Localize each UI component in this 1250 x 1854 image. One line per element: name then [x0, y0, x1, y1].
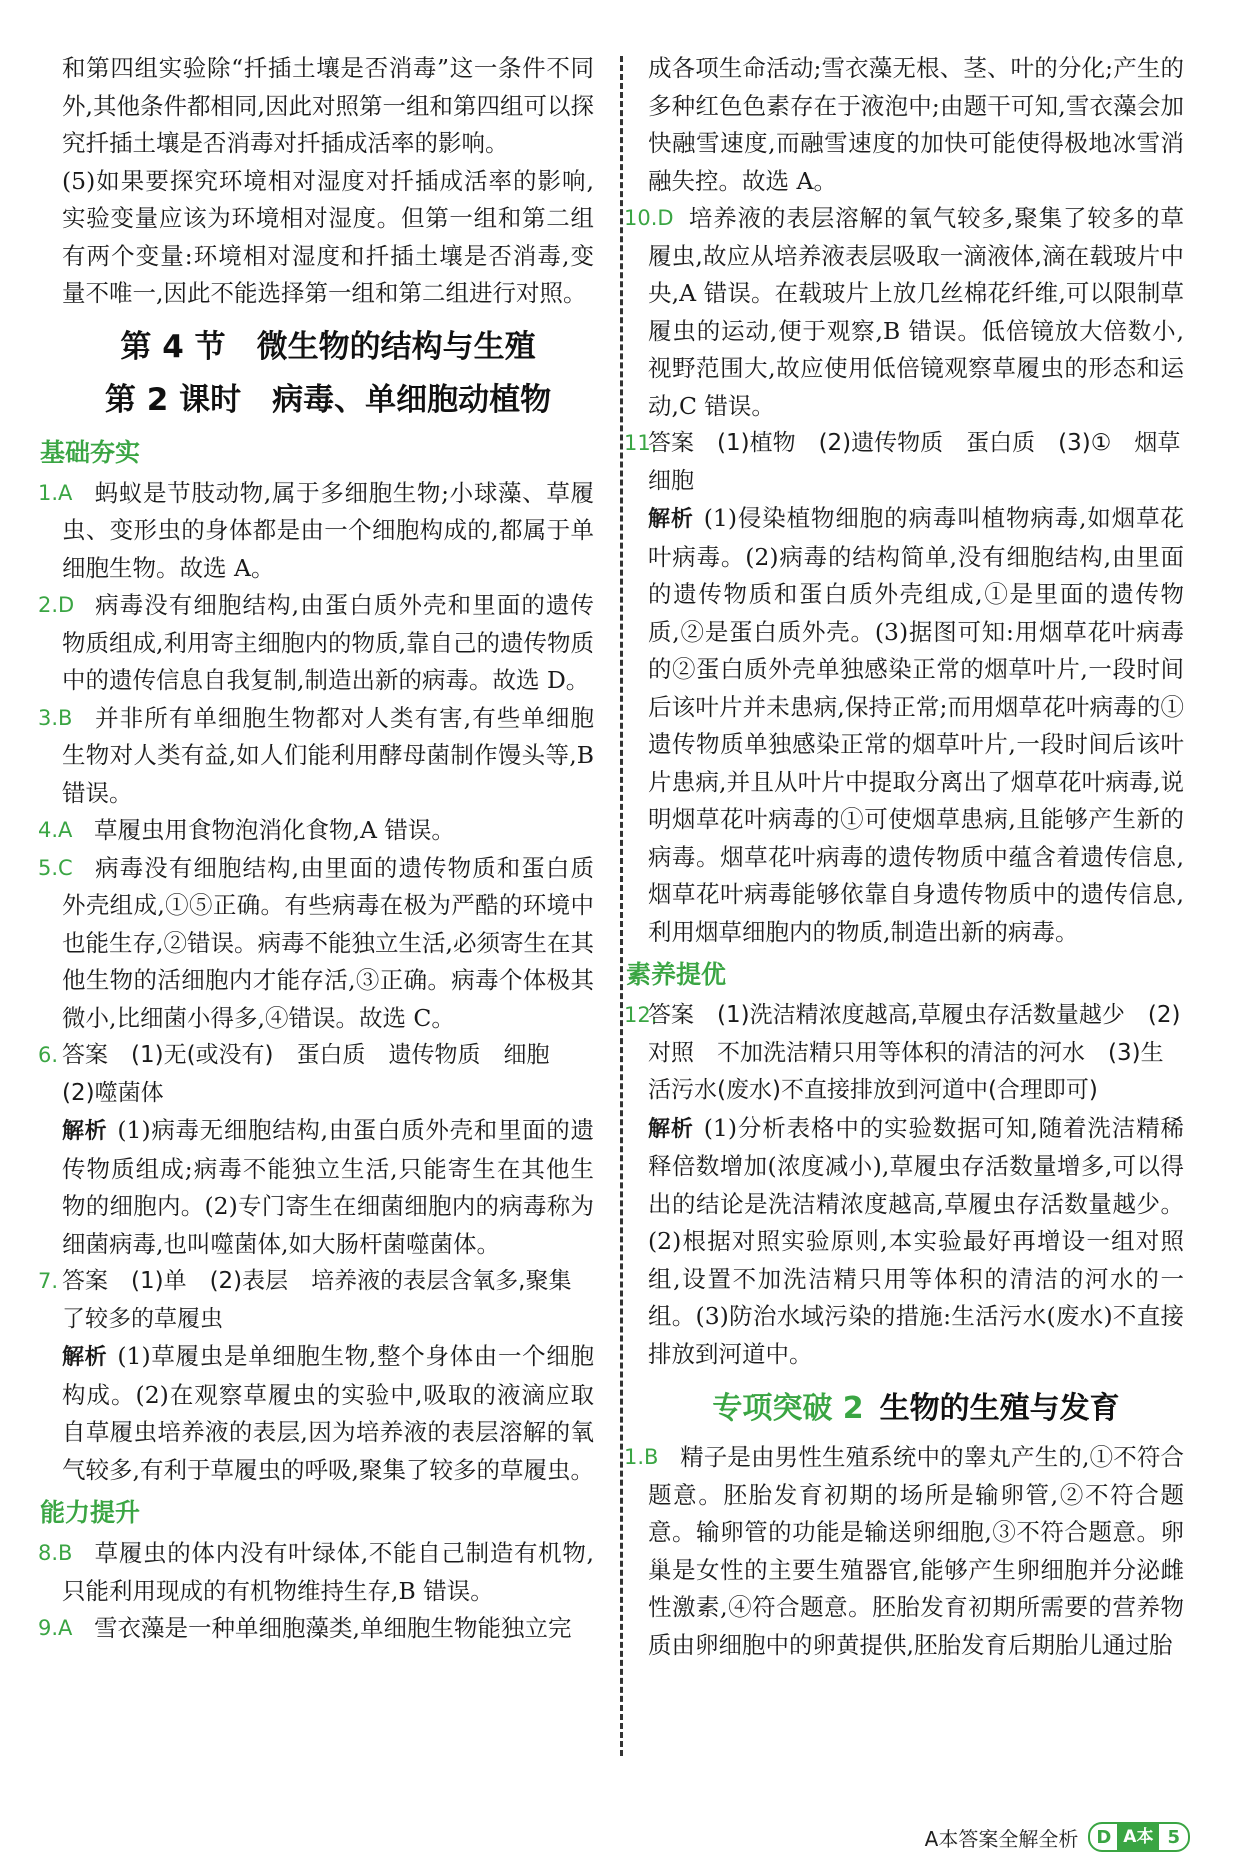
quality-heading: 素养提优 — [626, 960, 727, 989]
question-number: 6. — [38, 1043, 59, 1067]
column-divider — [620, 56, 623, 1756]
page-badge — [1088, 1822, 1190, 1852]
question-number: 3.B — [38, 705, 73, 730]
question-6 — [38, 1037, 594, 1263]
explanation: 解析 (1)草履虫是单细胞生物,整个身体由一个细胞构成。(2)在观察草履虫的实验中,吸取的液滴应取自草履虫培养液的表层,因为培养液的表层溶解的氧气较多,有利于草履虫的呼吸,聚集了较多的草履虫。 — [62, 1342, 594, 1484]
left-column — [38, 50, 594, 1648]
continued-paragraph: 和第四组实验除“扦插土壤是否消毒”这一条件不同外,其他条件都相同,因此对照第一组和第四组可以探究扦插土壤是否消毒对扦插成活率的影响。 — [62, 54, 594, 157]
continued-paragraph-5: (5)如果要探究环境相对湿度对扦插成活率的影响,实验变量应该为环境相对湿度。但第一组和第二组有两个变量:环境相对湿度和扦插土壤是否消毒,变量不唯一,因此不能选择第一组和第二组进行对照。 — [62, 166, 594, 307]
question-number: 7. — [38, 1269, 59, 1293]
question-9 — [38, 1610, 594, 1648]
question-3 — [38, 700, 594, 813]
right-column — [624, 50, 1184, 1664]
answer-text: 蚂蚁是节肢动物,属于多细胞生物;小球藻、草履虫、变形虫的身体都是由一个细胞构成的,都属于单细胞生物。故选 A。 — [62, 478, 594, 582]
question-number: 1.A — [38, 480, 73, 505]
question-1 — [38, 475, 594, 588]
question-11 — [624, 425, 1184, 951]
explanation: 解析 (1)病毒无细胞结构,由蛋白质外壳和里面的遗传物质组成;病毒不能独立生活,只能寄生在其他生物的细胞内。(2)专门寄生在细菌细胞内的病毒称为细菌病毒,也叫噬菌体,如大肠杆菌噬菌体。 — [62, 1116, 594, 1258]
footer-text: A本答案全解全析 — [924, 1826, 1079, 1851]
question-number: 8.B — [38, 1541, 73, 1565]
question-number: 12. — [624, 1003, 658, 1027]
answer-text: 雪衣藻是一种单细胞藻类,单细胞生物能独立完 — [94, 1614, 572, 1642]
badge-a: A本 — [1117, 1824, 1159, 1850]
answer-text: 病毒没有细胞结构,由蛋白质外壳和里面的遗传物质组成,利用寄主细胞内的物质,靠自己的遗传物质中的遗传信息自我复制,制造出新的病毒。故选 D。 — [62, 591, 594, 694]
question-number: 10.D — [624, 206, 674, 230]
question-5 — [38, 850, 594, 1038]
question-number: 9.A — [38, 1616, 73, 1640]
page-number: 5 — [1167, 1826, 1180, 1848]
question-number: 5.C — [38, 855, 73, 880]
answer-text: 草履虫用食物泡消化食物,A 错误。 — [94, 816, 455, 844]
question-12 — [624, 997, 1184, 1373]
lesson-title: 第 2 课时 病毒、单细胞动植物 — [104, 381, 552, 418]
answer-text: 草履虫的体内没有叶绿体,不能自己制造有机物,只能利用现成的有机物维持生存,B 错误。 — [62, 1539, 594, 1605]
answer-key: 答案 (1)无(或没有) 蛋白质 遗传物质 细胞 (2)噬菌体 — [62, 1042, 573, 1106]
page-footer — [925, 1822, 1190, 1852]
special-topic-title: 生物的生殖与发育 — [879, 1391, 1120, 1426]
answer-text: 培养液的表层溶解的氧气较多,聚集了较多的草履虫,故应从培养液表层吸取一滴液体,滴在载玻片中央,A 错误。在载玻片上放几丝棉花纤维,可以限制草履虫的运动,便于观察,B 错误。低倍镜放大倍数小,视野范围大,故应使用低倍镜观察草履虫的形态和运动,C 错误。 — [648, 204, 1184, 420]
special-question-1 — [624, 1439, 1184, 1664]
special-topic-heading — [648, 1379, 1184, 1439]
special-topic-label: 专项突破 2 — [712, 1391, 864, 1426]
continued-answer-9: 成各项生命活动;雪衣藻无根、茎、叶的分化;产生的多种红色色素存在于液泡中;由题干可知,雪衣藻会加快融雪速度,而融雪速度的加快可能使得极地冰雪消融失控。故选 A。 — [648, 54, 1184, 195]
question-4 — [38, 812, 594, 850]
answer-key: 答案 (1)单 (2)表层 培养液的表层含氧多,聚集了较多的草履虫 — [62, 1268, 572, 1332]
basic-heading: 基础夯实 — [40, 437, 141, 467]
ability-heading: 能力提升 — [40, 1498, 141, 1527]
explanation: 解析 (1)侵染植物细胞的病毒叫植物病毒,如烟草花叶病毒。(2)病毒的结构简单,没有细胞结构,由里面的遗传物质和蛋白质外壳组成,①是里面的遗传物质,②是蛋白质外壳。(3)据图可知:用烟草花叶病毒的②蛋白质外壳单独感染正常的烟草叶片,一段时间后该叶片并未患病,保持正常;而用烟草花叶病毒的①遗传物质单独感染正常的烟草叶片,一段时间后该叶片患病,并且从叶片中提取分离出了烟草花叶病毒,说明烟草花叶病毒的①可使烟草患病,且能够产生新的病毒。烟草花叶病毒的遗传物质中蕴含着遗传信息,烟草花叶病毒能够依靠自身遗传物质中的遗传信息,利用烟草细胞内的物质,制造出新的病毒。 — [648, 504, 1184, 946]
section-title: 第 4 节 微生物的结构与生殖 — [120, 328, 536, 365]
answer-key: 答案 (1)洗洁精浓度越高,草履虫存活数量越少 (2)对照 不加洗洁精只用等体积的清洁的河水 (3)生活污水(废水)不直接排放到河道中(合理即可) — [648, 1002, 1181, 1103]
question-number: 4.A — [38, 818, 73, 842]
question-10 — [624, 200, 1184, 425]
question-7 — [38, 1263, 594, 1489]
question-number: 2.D — [38, 593, 75, 617]
answer-text: 并非所有单细胞生物都对人类有害,有些单细胞生物对人类有益,如人们能利用酵母菌制作馒头等,B 错误。 — [62, 703, 594, 807]
question-2 — [38, 587, 594, 700]
question-number: 1.B — [624, 1445, 659, 1469]
question-8 — [38, 1535, 594, 1610]
answer-text: 精子是由男性生殖系统中的睾丸产生的,①不符合题意。胚胎发育初期的场所是输卵管,②不符合题意。输卵管的功能是输送卵细胞,③不符合题意。卵巢是女性的主要生殖器官,能够产生卵细胞并分泌雌性激素,④符合题意。胚胎发育初期所需要的营养物质由卵细胞中的卵黄提供,胚胎发育后期胎儿通过胎 — [648, 1443, 1184, 1659]
question-number: 11. — [624, 431, 658, 455]
answer-text: 病毒没有细胞结构,由里面的遗传物质和蛋白质外壳组成,①⑤正确。有些病毒在极为严酷的环境中也能生存,②错误。病毒不能独立生活,必须寄生在其他生物的活细胞内才能存活,③正确。病毒个体极其微小,比细菌小得多,④错误。故选 C。 — [62, 853, 594, 1032]
explanation: 解析 (1)分析表格中的实验数据可知,随着洗洁精稀释倍数增加(浓度减小),草履虫存活数量增多,可以得出的结论是洗洁精浓度越高,草履虫存活数量越少。(2)根据对照实验原则,本实验最好再增设一组对照组,设置不加洗洁精只用等体积的清洁的河水的一组。(3)防治水域污染的措施:生活污水(废水)不直接排放到河道中。 — [648, 1113, 1184, 1368]
answer-key: 答案 (1)植物 (2)遗传物质 蛋白质 (3)① 烟草细胞 — [648, 430, 1181, 494]
badge-d: D — [1096, 1826, 1112, 1848]
